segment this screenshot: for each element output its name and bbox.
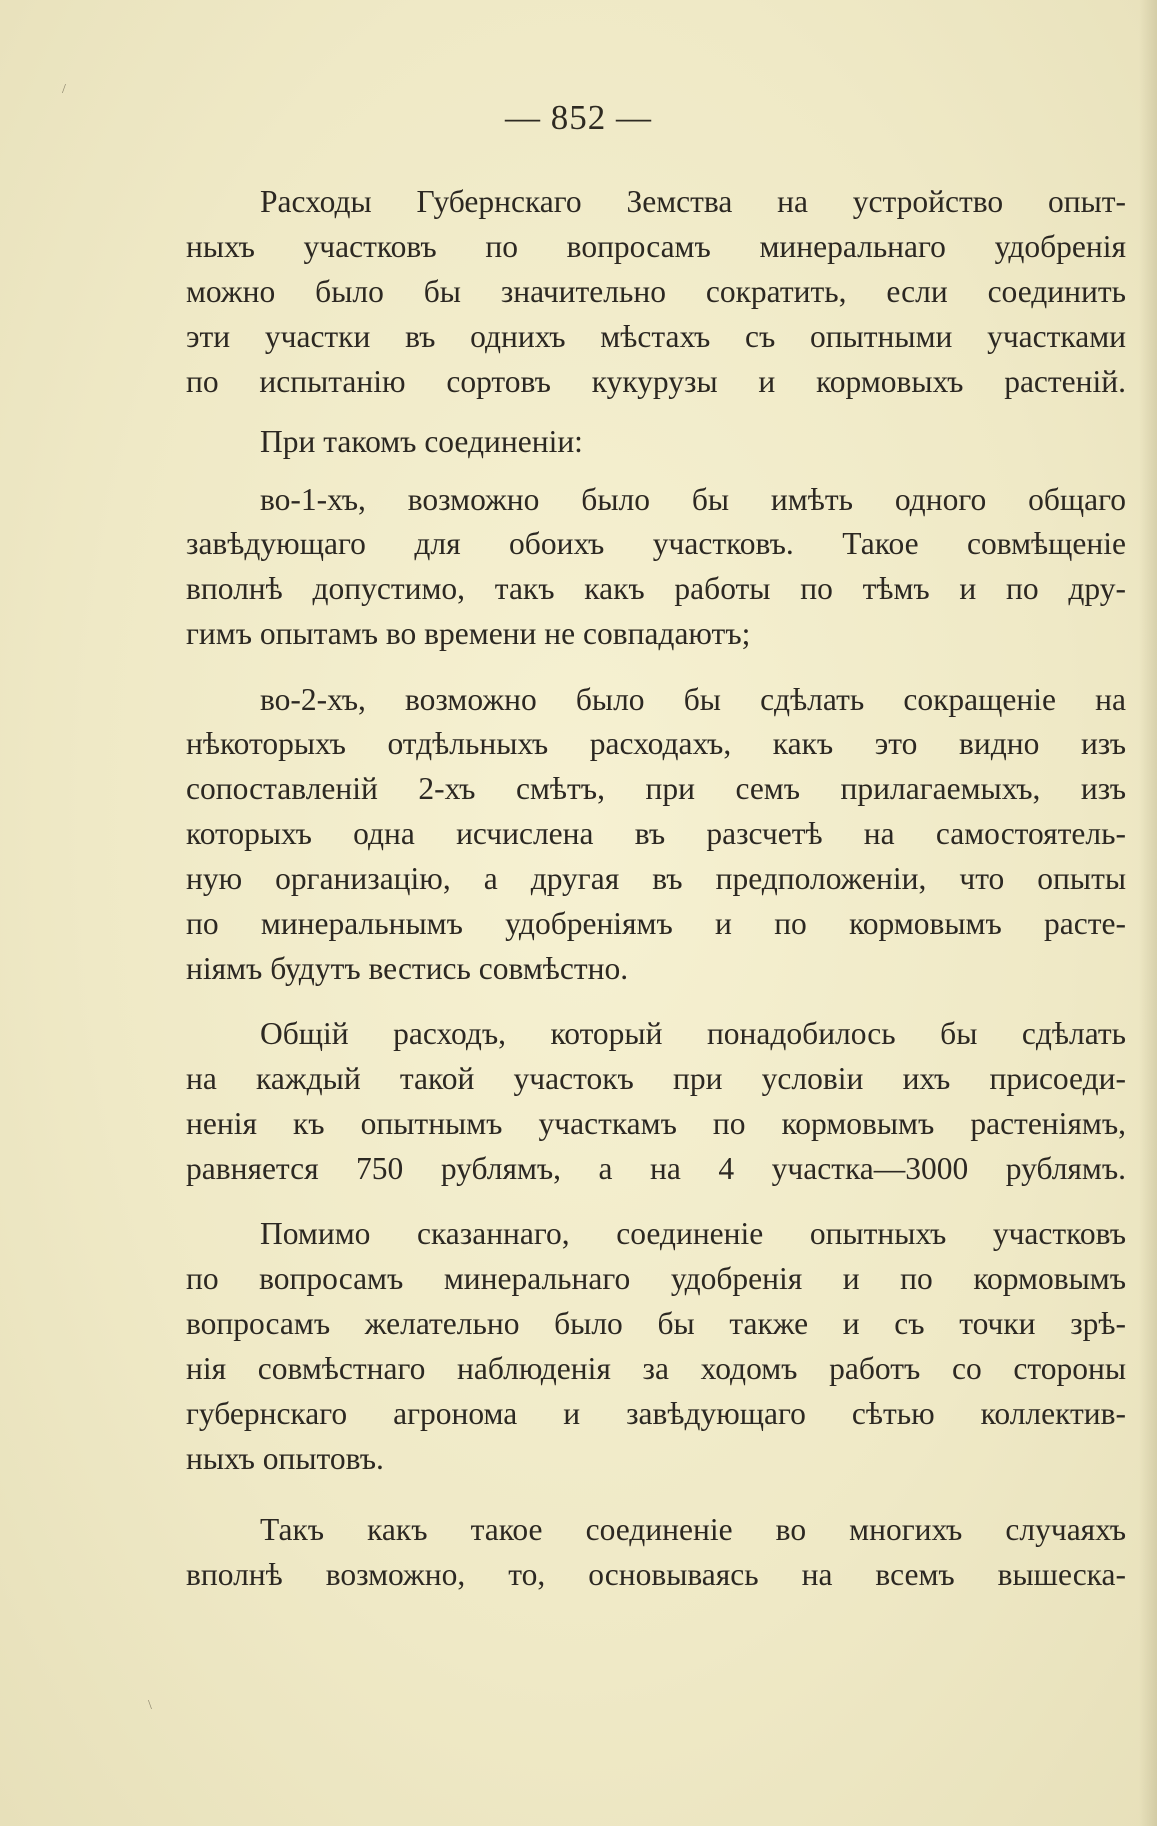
text-line: Общій расходъ, который понадобилось бы сдѣлать [260, 1016, 1126, 1051]
page-edge-shadow [1139, 0, 1157, 1826]
text-line: эти участки въ однихъ мѣстахъ съ опытными участками [186, 319, 1126, 354]
paper-speck: / [62, 82, 66, 97]
text-line: можно было бы значительно сократить, если соединить [186, 274, 1126, 309]
text-line: вполнѣ допустимо, такъ какъ работы по тѣмъ и по дру- [186, 571, 1126, 606]
text-line: равняется 750 рублямъ, а на 4 участка—3000 рублямъ. [186, 1151, 1126, 1186]
text-line: ныхъ участковъ по вопросамъ минеральнаго удобренія [186, 229, 1126, 264]
text-line: ніямъ будутъ вестись совмѣстно. [186, 951, 629, 986]
text-line: во-1-хъ, возможно было бы имѣть одного общаго [260, 482, 1126, 517]
text-line: нія совмѣстнаго наблюденія за ходомъ работъ со стороны [186, 1351, 1126, 1386]
text-line: нѣкоторыхъ отдѣльныхъ расходахъ, какъ это видно изъ [186, 726, 1126, 761]
text-line: во-2-хъ, возможно было бы сдѣлать сокращеніе на [260, 682, 1126, 717]
text-line: ныхъ опытовъ. [186, 1441, 384, 1476]
text-line: Расходы Губернскаго Земства на устройство опыт- [260, 184, 1126, 219]
text-line: вполнѣ возможно, то, основываясь на всемъ вышеска- [186, 1557, 1126, 1592]
text-line: вопросамъ желательно было бы также и съ точки зрѣ- [186, 1306, 1126, 1341]
text-line: ную организацію, а другая въ предположеніи, что опыты [186, 861, 1126, 896]
page-number: — 852 — [505, 98, 652, 137]
text-line: на каждый такой участокъ при условіи ихъ присоеди- [186, 1061, 1126, 1096]
text-line: по вопросамъ минеральнаго удобренія и по кормовымъ [186, 1261, 1126, 1296]
text-line: которыхъ одна исчислена въ разсчетѣ на самостоятель- [186, 816, 1126, 851]
text-line: сопоставленій 2-хъ смѣтъ, при семъ прилагаемыхъ, изъ [186, 771, 1126, 806]
text-line: ненія къ опытнымъ участкамъ по кормовымъ растеніямъ, [186, 1106, 1126, 1141]
text-line: Помимо сказаннаго, соединеніе опытныхъ участковъ [260, 1216, 1126, 1251]
text-line: При такомъ соединеніи: [260, 424, 583, 459]
text-line: гимъ опытамъ во времени не совпадаютъ; [186, 616, 751, 651]
text-line: по испытанію сортовъ кукурузы и кормовыхъ растеній. [186, 364, 1126, 399]
text-line: по минеральнымъ удобреніямъ и по кормовымъ расте- [186, 906, 1126, 941]
text-line: Такъ какъ такое соединеніе во многихъ случаяхъ [260, 1512, 1126, 1547]
text-line: губернскаго агронома и завѣдующаго сѣтью коллектив- [186, 1396, 1126, 1431]
text-line: завѣдующаго для обоихъ участковъ. Такое совмѣщеніе [186, 526, 1126, 561]
paper-speck: \ [148, 1698, 152, 1713]
